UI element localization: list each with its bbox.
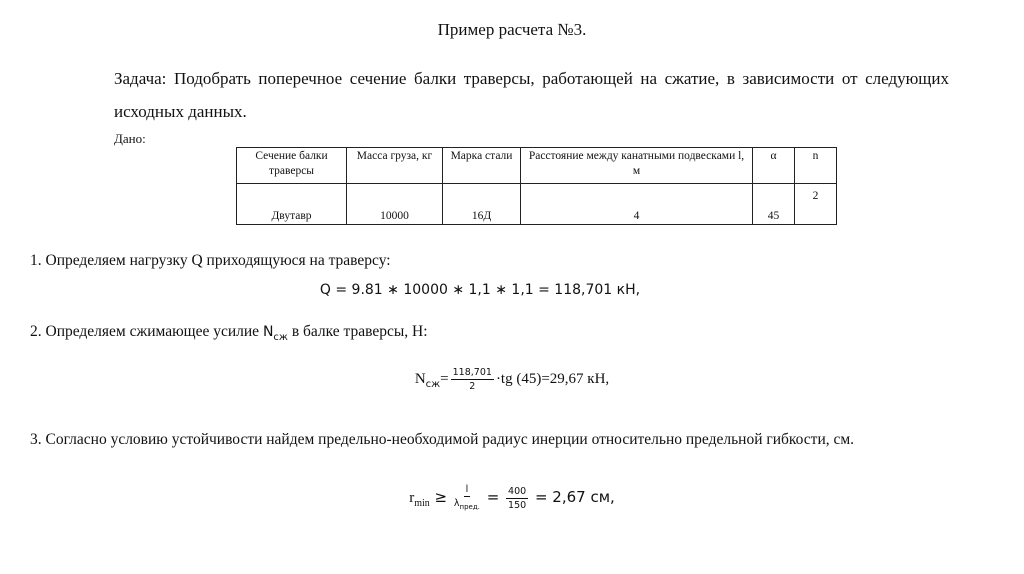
table-cell: 10000 bbox=[347, 184, 443, 225]
table-header-cell: Масса груза, кг bbox=[347, 148, 443, 184]
task-statement: Задача: Подобрать поперечное сечение балки траверсы, работающей на сжатие, в зависимости от следующих исходных данных. bbox=[114, 69, 949, 121]
table-cell: 2 bbox=[795, 184, 837, 225]
table-header-cell: n bbox=[795, 148, 837, 184]
table-header-row bbox=[237, 148, 837, 184]
step-2-text: 2. Определяем сжимающее усилие $N_{сж}$ в балке траверсы, Н: bbox=[30, 323, 428, 344]
fraction: $\frac{400}{150}$ bbox=[508, 485, 527, 511]
table-cell: 4 bbox=[521, 184, 753, 225]
given-label: Дано: bbox=[114, 131, 146, 146]
step-2-formula: $N_{сж}=$ $\frac{118,701}{2}$ ·tg (45)=29,67 кН, bbox=[414, 367, 610, 392]
table-header-cell: Сечение балки траверсы bbox=[237, 148, 347, 184]
table-cell: 16Д bbox=[443, 184, 521, 225]
step-1-formula: Q = 9.81 ∗ 10000 ∗ 1,1 ∗ 1,1 = 118,701 кН, bbox=[319, 282, 641, 298]
table-row bbox=[237, 184, 837, 225]
table-header-cell: Марка стали bbox=[443, 148, 521, 184]
table-header-cell: α bbox=[753, 148, 795, 184]
page-title: Пример расчета №3. bbox=[437, 20, 587, 39]
step-3-text: 3. Согласно условию устойчивости найдем предельно-необходимой радиус инерции относительно предельной гибкости, см. bbox=[30, 431, 855, 448]
fraction: $\frac{118,701}{2}$ bbox=[452, 367, 492, 392]
fraction: $\frac{l}{\lambda_{пред.}}$ bbox=[453, 484, 480, 511]
step-1-text: 1. Определяем нагрузку Q приходящуюся на траверсу: bbox=[30, 252, 391, 269]
table-cell: Двутавр bbox=[237, 184, 347, 225]
table-header-cell: Расстояние между канатными подвесками l, м bbox=[521, 148, 753, 184]
table-cell: 45 bbox=[753, 184, 795, 225]
step-3-formula: $r_{min}$ ≥ $\frac{l}{\lambda_{пред.}}$ = $\frac{400}{150}$ = 2,67 см, bbox=[409, 484, 615, 511]
input-data-table bbox=[236, 147, 837, 225]
